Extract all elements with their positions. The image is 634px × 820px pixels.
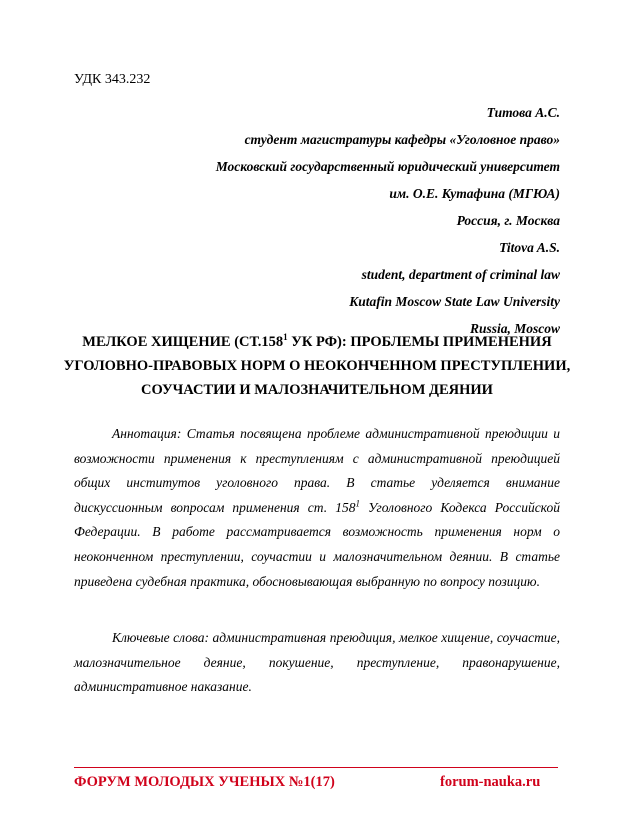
author-location-ru: Россия, г. Москва	[456, 213, 560, 228]
udk-code: УДК 343.232	[74, 72, 151, 87]
abstract-text-end: Уголовного Кодекса Российской Федерации. В работе рассматривается возможность применения норм о неоконченном преступлении, соучастии и малозначительном деянии. В статье приведена судебная практика, обосновывающая выбранную по вопросу позицию.	[74, 499, 560, 589]
author-name-en: Titova A.S.	[499, 240, 560, 255]
author-position-ru: студент магистратуры кафедры «Уголовное право»	[244, 132, 560, 147]
abstract	[74, 422, 560, 594]
author-position-en: student, department of criminal law	[361, 267, 560, 282]
keywords: Ключевые слова: административная преюдиция, мелкое хищение, соучастие, малозначительное деяние, покушение, преступление, правонарушение, административное наказание.	[74, 630, 560, 695]
article-title	[60, 325, 574, 402]
author-university-ru: Московский государственный юридический университет	[215, 159, 560, 174]
footer-journal: ФОРУМ МОЛОДЫХ УЧЕНЫХ №1(17)	[74, 774, 335, 790]
title-text-start: МЕЛКОЕ ХИЩЕНИЕ (СТ.158	[82, 333, 284, 350]
author-university-name-ru: им. О.Е. Кутафина (МГЮА)	[389, 186, 560, 201]
author-university-en: Kutafin Moscow State Law University	[349, 294, 560, 309]
author-block	[216, 103, 560, 346]
title-superscript: 1	[283, 332, 288, 342]
footer-divider	[74, 767, 558, 768]
author-location-en: Russia, Moscow	[469, 321, 560, 336]
footer-site: forum-nauka.ru	[440, 774, 541, 790]
abstract-superscript: 1	[355, 498, 360, 509]
title-text-end: УК РФ): ПРОБЛЕМЫ ПРИМЕНЕНИЯ УГОЛОВНО-ПРАВОВЫХ НОРМ О НЕОКОНЧЕННОМ ПРЕСТУПЛЕНИИ, СОУЧАСТИИ И МАЛОЗНАЧИТЕЛЬНОМ ДЕЯНИИ	[63, 333, 571, 398]
author-name-ru: Титова А.С.	[486, 105, 560, 120]
abstract-text-start: Аннотация: Статья посвящена проблеме административной преюдиции и возможности применения к преступлениям с административной преюдицией общих институтов уголовного права. В статье уделяется внимание дискуссионным вопросам применения ст. 158	[74, 426, 560, 515]
